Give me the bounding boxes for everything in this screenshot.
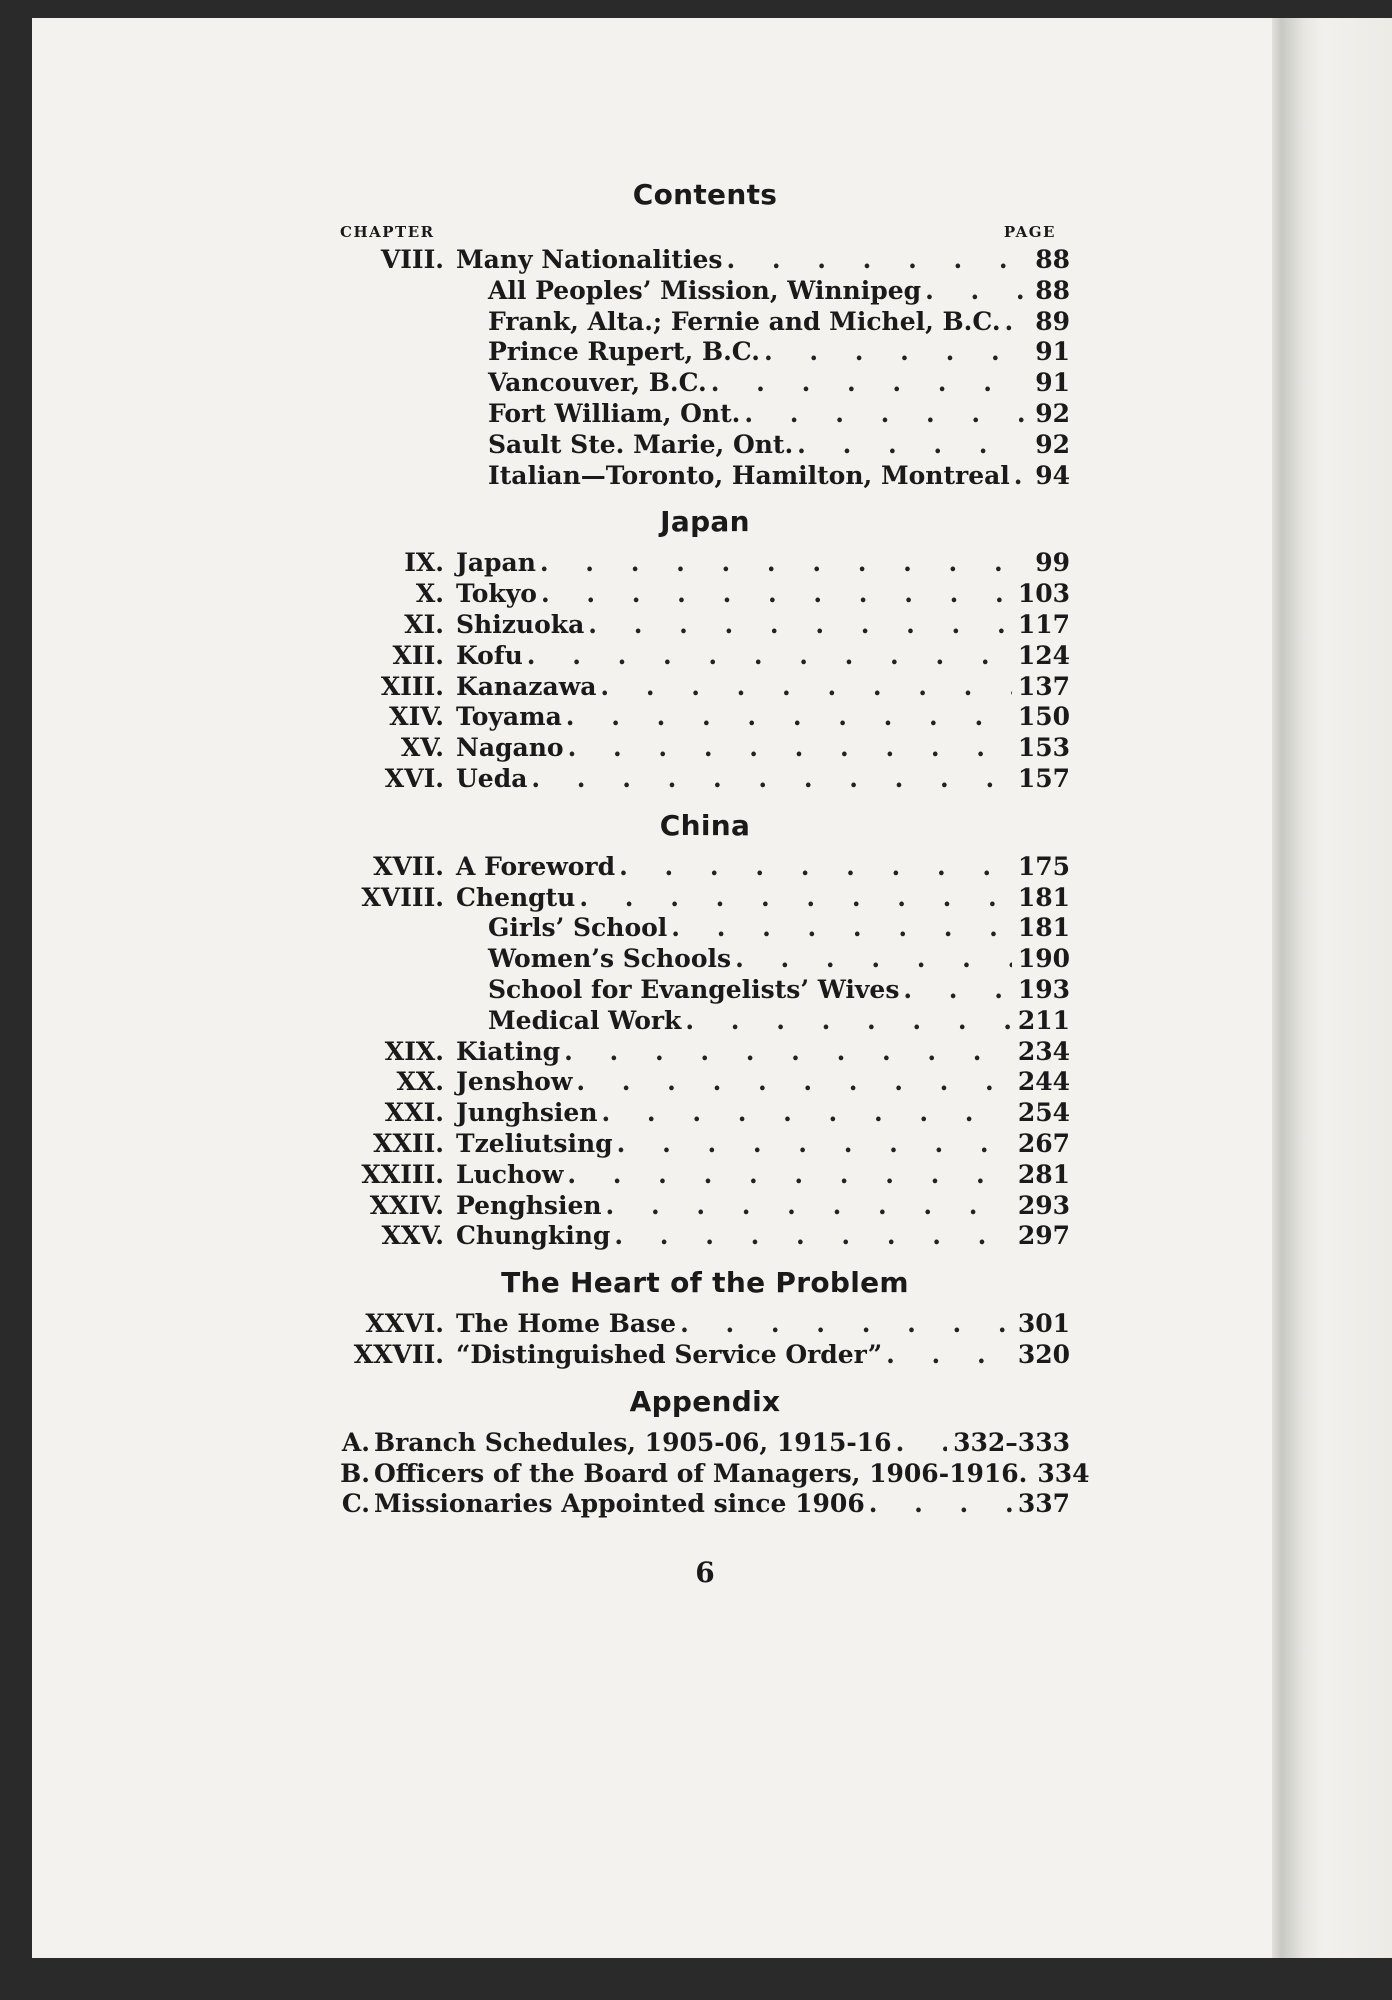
entry-title: Branch Schedules, 1905-06, 1915-16	[374, 1427, 892, 1457]
chapter-number: XIX.	[384, 1036, 444, 1066]
dot-leader	[615, 852, 1012, 883]
page-ref: 293	[1017, 1190, 1070, 1220]
toc-entry	[340, 1037, 1070, 1068]
toc-entry	[340, 883, 1070, 914]
page-ref: 89	[1035, 306, 1070, 336]
chapter-number: B.	[340, 1458, 370, 1488]
page-ref: 334	[1037, 1458, 1090, 1488]
toc-entry	[340, 672, 1070, 703]
dot-leader	[560, 1037, 1012, 1068]
toc-entry	[340, 1067, 1070, 1098]
toc-subentry	[340, 944, 1070, 975]
toc-entry	[340, 852, 1070, 883]
chapter-number: X.	[415, 579, 444, 609]
page-ref: 190	[1017, 944, 1070, 974]
chapter-number: XXV.	[381, 1221, 444, 1251]
toc-entry	[340, 1191, 1070, 1222]
japan-heading: Japan	[660, 505, 750, 539]
section-appendix	[340, 1427, 1090, 1520]
section-many-nationalities	[340, 245, 1070, 491]
page-ref: 92	[1035, 429, 1070, 459]
chapter-number: XI.	[404, 609, 444, 639]
page-ref: 332–333	[953, 1427, 1070, 1457]
dot-leader	[575, 883, 1011, 914]
dot-leader	[740, 399, 1024, 430]
dot-leader	[598, 1098, 1012, 1129]
chapter-number: XXVI.	[365, 1309, 444, 1339]
entry-title: Penghsien	[456, 1190, 602, 1220]
dot-leader	[921, 276, 1024, 307]
dot-leader	[536, 548, 1024, 579]
chapter-number: XVI.	[384, 763, 444, 793]
entry-title: Tokyo	[456, 579, 537, 609]
entry-title: Tzeliutsing	[456, 1128, 613, 1158]
dot-leader	[667, 913, 1012, 944]
toc-entry	[340, 733, 1070, 764]
entry-title: Sault Ste. Marie, Ont.	[488, 429, 794, 459]
chapter-number: XXII.	[373, 1128, 444, 1158]
entry-title: Shizuoka	[456, 609, 585, 639]
page-ref: 99	[1035, 548, 1070, 578]
toc-subentry	[340, 276, 1070, 307]
dot-leader	[882, 1340, 1012, 1371]
dot-leader	[527, 764, 1011, 795]
dot-leader	[892, 1428, 948, 1459]
toc-subentry	[340, 975, 1070, 1006]
toc-entry	[340, 1458, 1090, 1490]
page-ref: 301	[1017, 1309, 1070, 1339]
section-heart-of-problem	[340, 1309, 1070, 1371]
dot-leader	[722, 245, 1024, 276]
toc-entry	[340, 1489, 1070, 1520]
chapter-number: XII.	[392, 640, 444, 670]
chapter-column-label: CHAPTER	[340, 223, 435, 241]
page-ref: 267	[1017, 1128, 1070, 1158]
entry-title: Women’s Schools	[488, 944, 732, 974]
entry-title: Frank, Alta.; Fernie and Michel, B.C.	[488, 306, 1001, 336]
page-ref: 91	[1035, 337, 1070, 367]
page-ref: 175	[1017, 851, 1070, 881]
dot-leader	[584, 610, 1012, 641]
entry-title: Missionaries Appointed since 1906	[374, 1489, 865, 1519]
chapter-number: XIV.	[389, 702, 444, 732]
dot-leader	[537, 579, 1012, 610]
page-number: 6	[695, 1556, 715, 1590]
dot-leader	[523, 641, 1012, 672]
page-column-label: PAGE	[1003, 223, 1056, 241]
toc-entry	[340, 1221, 1070, 1252]
toc-entry	[340, 641, 1070, 672]
chapter-number: XVII.	[373, 851, 444, 881]
entry-title: School for Evangelists’ Wives	[488, 974, 900, 1004]
toc-entry	[340, 1129, 1070, 1160]
chapter-number: XXVII.	[353, 1339, 444, 1369]
dot-leader	[596, 672, 1011, 703]
page-ref: 181	[1017, 913, 1070, 943]
page-ref: 88	[1035, 245, 1070, 274]
entry-title: Vancouver, B.C.	[488, 368, 707, 398]
page-ref: 94	[1035, 460, 1070, 490]
entry-title: Fort William, Ont.	[488, 398, 741, 428]
page-ref: 137	[1017, 671, 1070, 701]
dot-leader	[676, 1309, 1012, 1340]
table-of-contents	[340, 178, 1090, 1590]
toc-entry	[340, 702, 1070, 733]
dot-leader	[707, 368, 1024, 399]
entry-title: All Peoples’ Mission, Winnipeg	[488, 275, 922, 305]
page-ref: 337	[1017, 1489, 1070, 1519]
entry-title: Kanazawa	[456, 671, 597, 701]
china-heading: China	[659, 808, 751, 842]
appendix-heading: Appendix	[629, 1384, 781, 1418]
chapter-number: XXIII.	[361, 1159, 444, 1189]
dot-leader	[572, 1067, 1011, 1098]
section-china	[340, 852, 1070, 1252]
toc-subentry	[340, 461, 1070, 492]
dot-leader	[564, 733, 1012, 764]
chapter-number: VIII.	[380, 245, 444, 274]
dot-leader	[731, 944, 1012, 975]
page-ref: 244	[1017, 1067, 1070, 1097]
entry-title: Nagano	[456, 733, 564, 763]
page-ref: 92	[1035, 398, 1070, 428]
page-ref: 181	[1017, 882, 1070, 912]
toc-entry	[340, 764, 1070, 795]
entry-title: Chungking	[456, 1221, 611, 1251]
dot-leader	[865, 1489, 1012, 1520]
page-ref: 117	[1017, 609, 1070, 639]
chapter-number: XVIII.	[361, 882, 444, 912]
page-ref: 150	[1017, 702, 1070, 732]
dot-leader	[899, 975, 1011, 1006]
entry-title: Chengtu	[456, 882, 576, 912]
chapter-number: XV.	[400, 733, 444, 763]
page-ref: 124	[1017, 640, 1070, 670]
toc-entry	[340, 245, 1070, 276]
entry-title: Italian—Toronto, Hamilton, Montreal	[488, 460, 1010, 490]
entry-title: “Distinguished Service Order”	[456, 1339, 883, 1369]
page-ref: 88	[1035, 275, 1070, 305]
entry-title: Japan	[456, 548, 536, 578]
page-ref: 211	[1017, 1005, 1070, 1035]
toc-subentry	[340, 337, 1070, 368]
entry-title: Luchow	[456, 1159, 564, 1189]
dot-leader	[563, 1160, 1011, 1191]
contents-heading: Contents	[632, 178, 778, 211]
toc-entry	[340, 1309, 1070, 1340]
dot-leader	[610, 1221, 1011, 1252]
page-ref: 234	[1017, 1036, 1070, 1066]
toc-entry	[340, 1160, 1070, 1191]
chapter-number: IX.	[404, 548, 444, 578]
chapter-number: XXIV.	[369, 1190, 444, 1220]
page-ref: 103	[1017, 579, 1070, 609]
page-ref: 281	[1017, 1159, 1070, 1189]
toc-entry	[340, 1098, 1070, 1129]
entry-title: Medical Work	[488, 1005, 682, 1035]
dot-leader	[1001, 307, 1024, 338]
page-ref: 153	[1017, 733, 1070, 763]
entry-title: Kiating	[456, 1036, 561, 1066]
entry-title: Girls’ School	[488, 913, 668, 943]
toc-entry	[340, 1340, 1070, 1371]
entry-title: Many Nationalities	[456, 245, 723, 274]
dot-leader	[562, 702, 1012, 733]
entry-title: Toyama	[456, 702, 562, 732]
dot-leader	[1010, 461, 1024, 492]
entry-title: A Foreword	[456, 851, 616, 881]
entry-title: Kofu	[456, 640, 523, 670]
toc-subentry	[340, 399, 1070, 430]
entry-title: Junghsien	[456, 1098, 598, 1128]
toc-subentry	[340, 307, 1070, 338]
toc-entry	[340, 579, 1070, 610]
toc-subentry	[340, 430, 1070, 461]
entry-title: Jenshow	[456, 1067, 573, 1097]
toc-entry	[340, 548, 1070, 579]
page-ref: 254	[1017, 1098, 1070, 1128]
section-japan	[340, 548, 1070, 794]
toc-subentry	[340, 913, 1070, 944]
chapter-number: XX.	[396, 1067, 444, 1097]
page-ref: 91	[1035, 368, 1070, 398]
entry-title: Officers of the Board of Managers, 1906-1916.	[374, 1458, 1028, 1488]
chapter-number: XXI.	[384, 1098, 444, 1128]
heart-of-problem-heading: The Heart of the Problem	[501, 1266, 909, 1300]
dot-leader	[760, 337, 1024, 368]
page-ref: 320	[1017, 1339, 1070, 1369]
chapter-number: C.	[341, 1489, 370, 1519]
facing-page-edge	[1282, 18, 1392, 1958]
page-ref: 297	[1017, 1221, 1070, 1251]
entry-title: Prince Rupert, B.C.	[488, 337, 760, 367]
toc-subentry	[340, 368, 1070, 399]
dot-leader	[681, 1006, 1011, 1037]
page-ref: 157	[1017, 763, 1070, 793]
column-headers	[340, 219, 1070, 245]
chapter-number: XIII.	[380, 671, 444, 701]
entry-title: The Home Base	[456, 1309, 677, 1339]
toc-subentry	[340, 1006, 1070, 1037]
chapter-number: A.	[341, 1427, 370, 1457]
entry-title: Ueda	[456, 763, 528, 793]
dot-leader	[602, 1191, 1012, 1222]
dot-leader	[613, 1129, 1012, 1160]
page-ref: 193	[1017, 974, 1070, 1004]
toc-entry	[340, 1428, 1070, 1459]
dot-leader	[793, 430, 1024, 461]
toc-entry	[340, 610, 1070, 641]
